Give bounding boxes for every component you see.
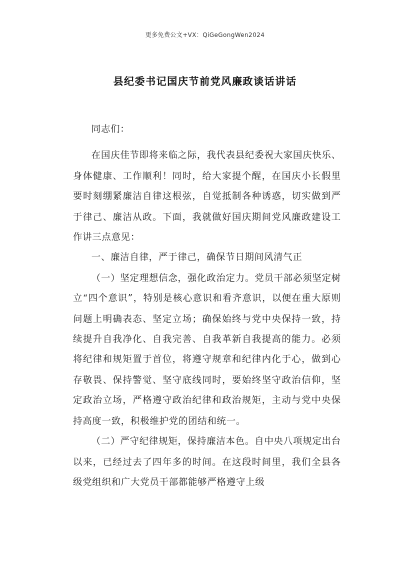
section-heading-1: 一、廉洁自律，严于律己，确保节日期间风清气正 bbox=[91, 252, 303, 264]
paragraph-2: （二）严守纪律规矩，保持廉洁本色。自中央八项规定出台以来，已经过去了四年多的时间。在这段时间里，我们全县各级党组织和广大党员干部都能够严格遵守上级 bbox=[73, 436, 341, 488]
header-note: 更多免费公文+VX：QiGeGongWen2024 bbox=[145, 32, 265, 39]
salutation: 同志们： bbox=[91, 124, 130, 135]
document-body bbox=[73, 120, 341, 493]
paragraph-intro: 在国庆佳节即将来临之际，我代表县纪委祝大家国庆快乐、身体健康、工作顺利！同时，给大家提个醒，在国庆小长假里要时刻绷紧廉洁自律这根弦，自觉抵制各种诱惑，切实做到严于律己、廉洁从政。下面，我就做好国庆期间党风廉政建设工作讲三点意见： bbox=[73, 150, 341, 244]
paragraph-1: （一）坚定理想信念，强化政治定力。党员干部必须坚定树立“四个意识”，特别是核心意识和看齐意识，以便在重大原则问题上明确表态、坚定立场；确保始终与党中央保持一致，持续提升自我净化、自我完善、自我革新自我提高的能力。必须将纪律和规矩置于首位，将遵守规章和纪律内化于心，做到心存敬畏、保持警觉、坚守底线同时，要始终坚守政治信仰，坚定政治立场，严格遵守政治纪律和政治规矩，主动与党中央保持高度一致，积极维护党的团结和统一。 bbox=[73, 272, 341, 427]
document-title: 县纪委书记国庆节前党风廉政谈话讲话 bbox=[113, 77, 297, 88]
